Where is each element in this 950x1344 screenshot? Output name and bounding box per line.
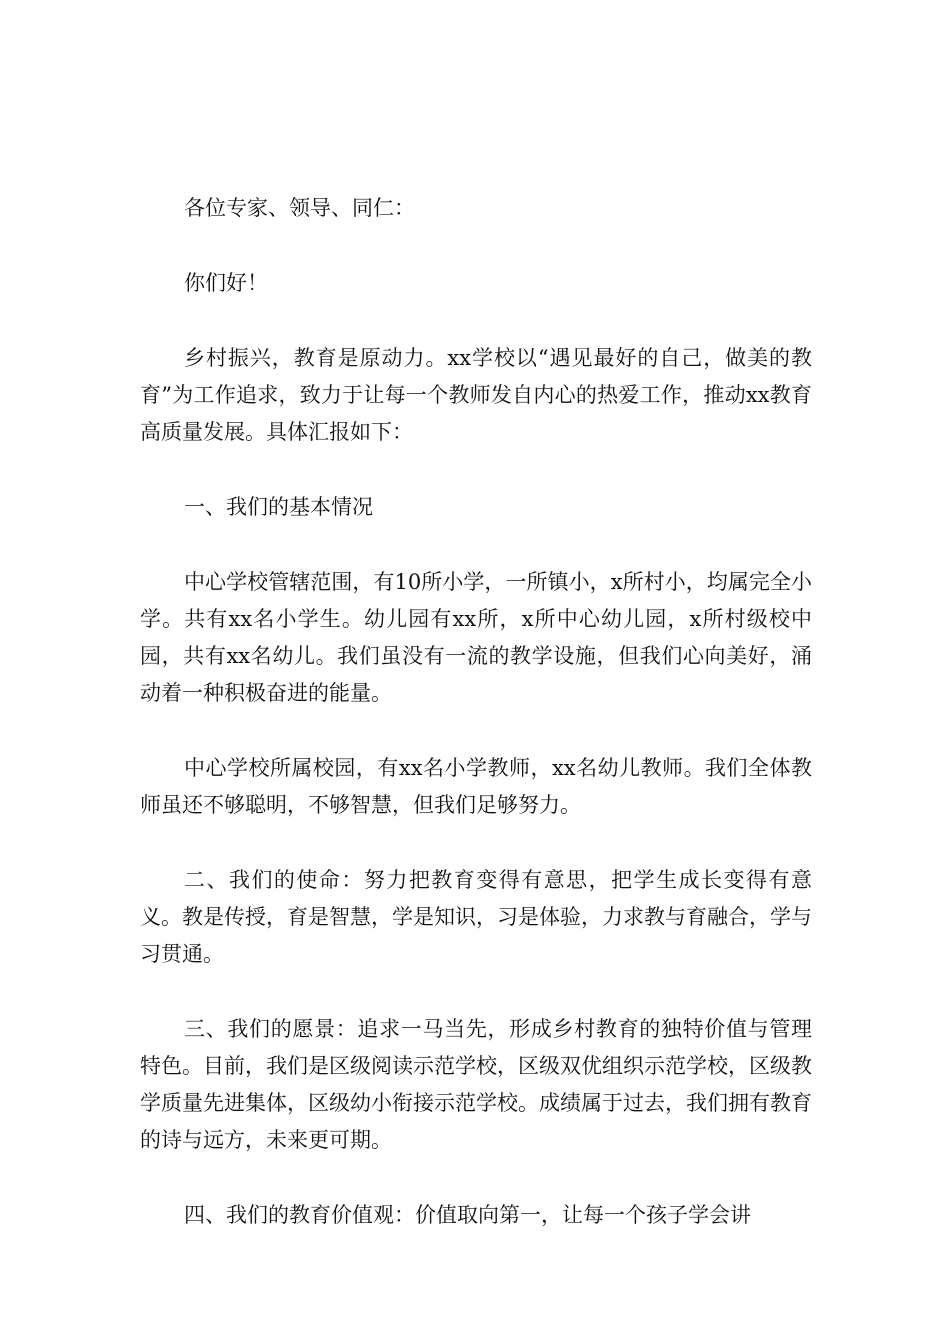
hello-line: 你们好！: [184, 271, 268, 295]
section-heading-basic-situation: 一、我们的基本情况: [184, 495, 373, 519]
paragraph-teachers: 中心学校所属校园，有xx名小学教师，xx名幼儿教师。我们全体教师虽还不够聪明，不够智慧，但我们足够努力。: [140, 756, 812, 817]
paragraph-vision: 三、我们的愿景：追求一马当先，形成乡村教育的独特价值与管理特色。目前，我们是区级阅读示范学校，区级双优组织示范学校，区级教学质量先进集体，区级幼小衔接示范学校。成绩属于过去，我们拥有教育的诗与远方，未来更可期。: [140, 1017, 812, 1152]
paragraph-values: 四、我们的教育价值观：价值取向第一，让每一个孩子学会讲: [184, 1203, 751, 1227]
intro-paragraph: 乡村振兴，教育是原动力。xx学校以“遇见最好的自己，做美的教育”为工作追求，致力于让每一个教师发自内心的热爱工作，推动xx教育高质量发展。具体汇报如下：: [140, 346, 812, 444]
paragraph-school-scope: 中心学校管辖范围，有10所小学，一所镇小，x所村小，均属完全小学。共有xx名小学生。幼儿园有xx所，x所中心幼儿园，x所村级校中园，共有xx名幼儿。我们虽没有一流的教学设施，但我们心向美好，涌动着一种积极奋进的能量。: [140, 570, 812, 705]
paragraph-mission: 二、我们的使命：努力把教育变得有意思，把学生成长变得有意义。教是传授，育是智慧，学是知识，习是体验，力求教与育融合，学与习贯通。: [140, 868, 812, 966]
greeting-line: 各位专家、领导、同仁：: [184, 196, 415, 220]
document-body: [140, 190, 812, 1272]
